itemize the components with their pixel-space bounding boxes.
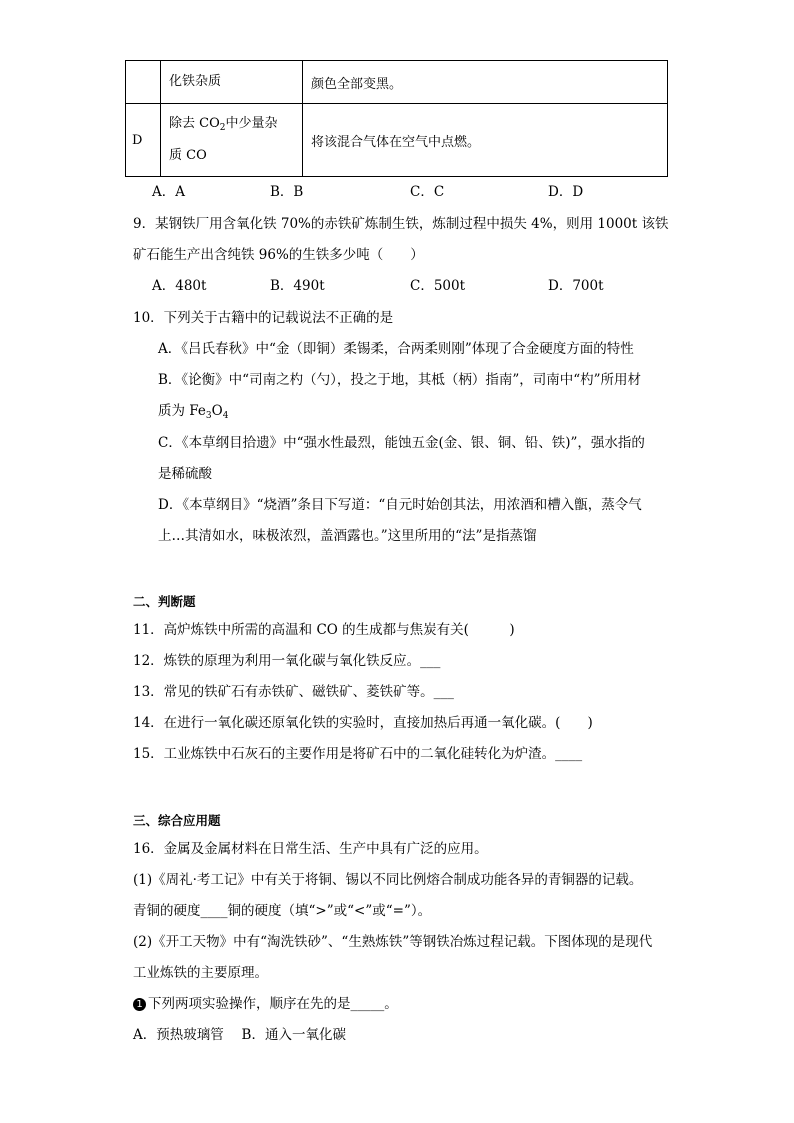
options-table	[125, 60, 668, 177]
option-d: D．D	[548, 184, 584, 200]
text: 下列两项实验操作，顺序在先的是_____。	[148, 996, 398, 1012]
option-c: C．C	[410, 184, 445, 200]
q12: 12．炼铁的原理为利用一氧化碳与氧化铁反应。___	[133, 653, 441, 669]
q16-stem: 16．金属及金属材料在日常生活、生产中具有广泛的应用。	[133, 841, 488, 857]
table-cell-method: 颜色全部变黑。	[303, 61, 668, 104]
q14: 14．在进行一氧化碳还原氧化铁的实验时，直接加热后再通一氧化碳。( )	[133, 715, 593, 731]
q10-option-a: A．《吕氏春秋》中“金（即铜）柔锡柔，合两柔则刚”体现了合金硬度方面的特性	[158, 341, 634, 357]
q16-sub1	[133, 994, 398, 1014]
q11: 11．高炉炼铁中所需的高温和 CO 的生成都与焦炭有关( )	[133, 622, 515, 638]
option-d: D．700t	[548, 278, 604, 294]
item-text: 中少量杂	[225, 116, 278, 131]
option-c: C．500t	[410, 278, 466, 294]
table-row	[126, 104, 668, 177]
q10-stem: 10．下列关于古籍中的记载说法不正确的是	[133, 310, 394, 326]
item-text: 质 CO	[169, 148, 207, 163]
q16-sub1-options: A．预热玻璃管 B．通入一氧化碳	[133, 1027, 346, 1043]
option-b: B．B	[270, 184, 304, 200]
table-cell-method: 将该混合气体在空气中点燃。	[303, 104, 668, 177]
q13: 13．常见的铁矿石有赤铁矿、磁铁矿、菱铁矿等。___	[133, 684, 454, 700]
q16-part1-line1: (1)《周礼·考工记》中有关于将铜、锡以不同比例熔合制成功能各异的青铜器的记载。	[133, 872, 643, 888]
q9-line1: 9．某钢铁厂用含氧化铁 70%的赤铁矿炼制生铁，炼制过程中损失 4%，则用 1000t 该铁	[133, 216, 669, 232]
option-a: A．A	[152, 184, 185, 200]
section-title-application: 三、综合应用题	[133, 813, 221, 828]
q10-option-c-line1: C．《本草纲目拾遗》中“强水性最烈，能蚀五金(金、银、铜、铅、铁)”，强水指的	[158, 435, 645, 451]
q16-part1-line2: 青铜的硬度____铜的硬度（填“>”或“<”或“=”）。	[133, 903, 432, 919]
q10-option-d-line1: D．《本草纲目》“烧酒”条目下写道：“自元时始创其法，用浓酒和槽入甑，蒸令气	[158, 497, 642, 513]
q16-part2-line1: (2)《开工天物》中有“淘洗铁砂”、“生熟炼铁”等钢铁冶炼过程记载。下图体现的是现代	[133, 934, 653, 950]
q15: 15．工业炼铁中石灰石的主要作用是将矿石中的二氧化硅转化为炉渣。____	[133, 746, 583, 762]
q10-option-d-line2: 上…其清如水，味极浓烈，盖酒露也。”这里所用的“法”是指蒸馏	[158, 528, 537, 544]
section-title-judgement: 二、判断题	[133, 594, 196, 609]
table-cell-item	[161, 104, 303, 177]
table-row	[126, 61, 668, 104]
q10-option-c-line2: 是稀硫酸	[158, 466, 212, 482]
circled-number: 1	[133, 998, 146, 1011]
table-cell-letter	[126, 61, 161, 104]
option-b: B．490t	[270, 278, 325, 294]
option-a: A．480t	[152, 278, 207, 294]
subscript: 3	[205, 411, 212, 421]
q9-line2: 矿石能生产出含纯铁 96%的生铁多少吨（ ）	[133, 247, 424, 263]
table-cell-item: 化铁杂质	[161, 61, 303, 104]
text: O	[211, 403, 223, 419]
subscript: 2	[219, 123, 226, 133]
text: 质为 Fe	[158, 403, 206, 419]
q10-option-b-line1: B．《论衡》中“司南之杓（勺），投之于地，其柢（柄）指南”，司南中“杓”所用材	[158, 372, 642, 388]
table-cell-letter: D	[126, 104, 161, 177]
q16-part2-line2: 工业炼铁的主要原理。	[133, 965, 268, 981]
subscript: 4	[222, 411, 229, 421]
item-text: 除去 CO	[169, 116, 220, 131]
q10-option-b-line2	[158, 401, 228, 426]
